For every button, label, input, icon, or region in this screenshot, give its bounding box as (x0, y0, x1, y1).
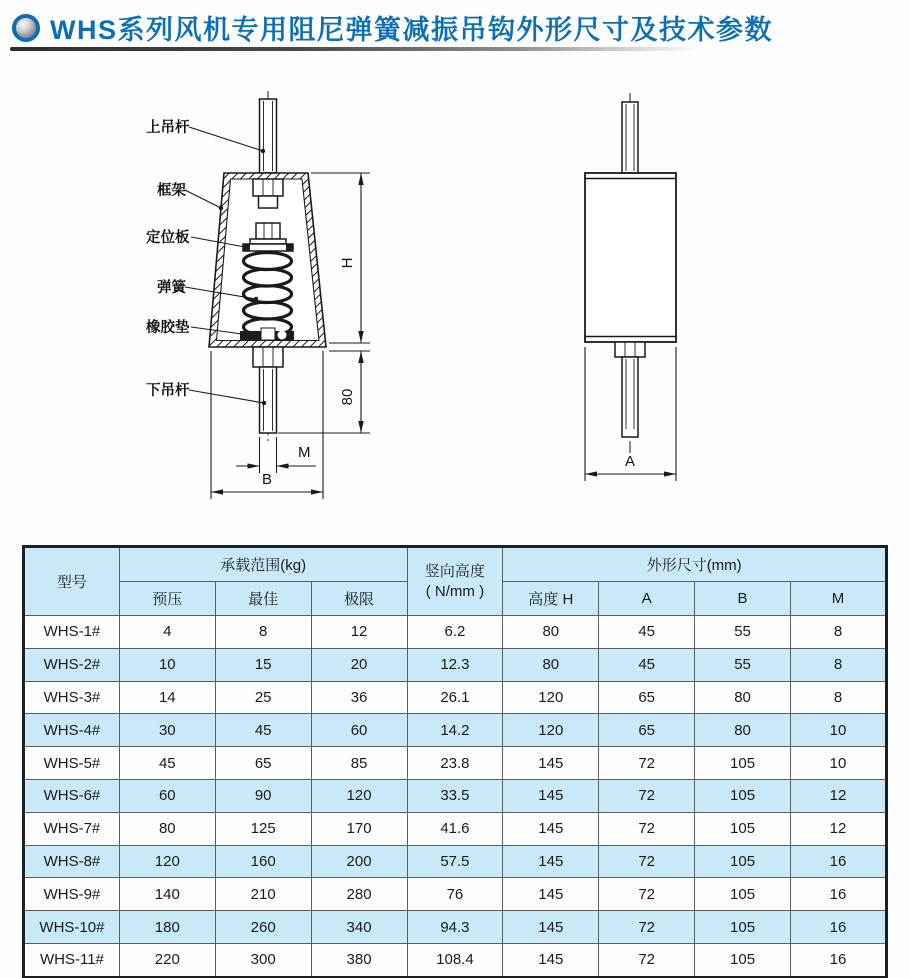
value-cell: 12 (791, 779, 887, 812)
value-cell: 145 (503, 878, 599, 911)
dim-80-label: 80 (339, 388, 356, 406)
dimension-m (236, 437, 316, 473)
model-cell: WHS-4# (24, 714, 120, 747)
value-cell: 23.8 (407, 747, 503, 780)
col-group-load-range: 承载范围(kg) (119, 547, 407, 582)
value-cell: 80 (503, 616, 599, 649)
model-cell: WHS-6# (24, 779, 120, 812)
value-cell: 145 (503, 747, 599, 780)
lower-nut (615, 342, 645, 357)
value-cell: 260 (215, 911, 311, 944)
lower-rod (260, 367, 277, 433)
page-header (10, 8, 900, 60)
value-cell: 72 (599, 747, 695, 780)
value-cell: 65 (599, 681, 695, 714)
model-cell: WHS-10# (24, 911, 120, 944)
value-cell: 340 (311, 911, 407, 944)
value-cell: 160 (215, 845, 311, 878)
value-cell: 8 (791, 648, 887, 681)
spring-coil (244, 253, 292, 336)
col-header-model: 型号 (24, 547, 120, 616)
value-cell: 36 (311, 681, 407, 714)
value-cell: 145 (503, 845, 599, 878)
value-cell: 280 (311, 878, 407, 911)
dim-b-label: B (261, 471, 273, 488)
value-cell: 85 (311, 747, 407, 780)
spec-table-header (24, 547, 887, 616)
col-header-limit: 极限 (311, 582, 407, 616)
value-cell: 210 (215, 878, 311, 911)
value-cell: 30 (119, 714, 215, 747)
value-cell: 60 (119, 779, 215, 812)
value-cell: 80 (695, 714, 791, 747)
value-cell: 220 (119, 943, 215, 977)
value-cell: 145 (503, 911, 599, 944)
value-cell: 16 (791, 943, 887, 977)
value-cell: 90 (215, 779, 311, 812)
value-cell: 72 (599, 779, 695, 812)
table-row (24, 943, 887, 977)
spec-table (22, 545, 888, 978)
model-cell: WHS-9# (24, 878, 120, 911)
table-row (24, 714, 887, 747)
side-view-drawing (555, 85, 725, 505)
dim-h-label: H (339, 257, 356, 269)
value-cell: 6.2 (407, 616, 503, 649)
value-cell: 105 (695, 812, 791, 845)
stiffness-header-line2: ( N/mm ) (425, 582, 485, 600)
value-cell: 65 (215, 747, 311, 780)
value-cell: 72 (599, 845, 695, 878)
label-lower-rod: 下吊杆 (146, 383, 190, 399)
value-cell: 60 (311, 714, 407, 747)
label-frame: 框架 (157, 183, 186, 199)
value-cell: 105 (695, 943, 791, 977)
front-section-drawing (130, 85, 410, 505)
col-header-preload: 预压 (119, 582, 215, 616)
upper-rod (622, 102, 638, 173)
value-cell: 94.3 (407, 911, 503, 944)
lower-rod (622, 357, 638, 437)
value-cell: 105 (695, 747, 791, 780)
value-cell: 14.2 (407, 714, 503, 747)
value-cell: 45 (599, 648, 695, 681)
dim-m-label: M (298, 444, 311, 461)
table-row (24, 648, 887, 681)
col-header-height-h: 高度 H (503, 582, 599, 616)
table-row (24, 616, 887, 649)
label-rubber-pad: 橡胶垫 (146, 320, 190, 336)
model-cell: WHS-8# (24, 845, 120, 878)
label-positioning-plate: 定位板 (146, 230, 190, 246)
table-row (24, 911, 887, 944)
model-cell: WHS-2# (24, 648, 120, 681)
value-cell: 170 (311, 812, 407, 845)
value-cell: 12 (791, 812, 887, 845)
table-row (24, 747, 887, 780)
table-row (24, 845, 887, 878)
col-header-stiffness (407, 547, 503, 616)
value-cell: 12.3 (407, 648, 503, 681)
col-header-optimal: 最佳 (215, 582, 311, 616)
col-header-b: B (695, 582, 791, 616)
lower-nut (253, 347, 283, 367)
value-cell: 16 (791, 911, 887, 944)
value-cell: 80 (695, 681, 791, 714)
value-cell: 16 (791, 845, 887, 878)
value-cell: 145 (503, 779, 599, 812)
table-row (24, 878, 887, 911)
label-spring: 弹簧 (157, 280, 186, 296)
value-cell: 65 (599, 714, 695, 747)
housing-body (585, 173, 676, 342)
value-cell: 72 (599, 943, 695, 977)
col-header-a: A (599, 582, 695, 616)
title-divider (10, 47, 712, 51)
value-cell: 4 (119, 616, 215, 649)
value-cell: 72 (599, 878, 695, 911)
value-cell: 80 (503, 648, 599, 681)
model-cell: WHS-3# (24, 681, 120, 714)
value-cell: 120 (503, 714, 599, 747)
value-cell: 12 (311, 616, 407, 649)
value-cell: 180 (119, 911, 215, 944)
value-cell: 45 (215, 714, 311, 747)
value-cell: 33.5 (407, 779, 503, 812)
value-cell: 105 (695, 845, 791, 878)
value-cell: 25 (215, 681, 311, 714)
col-group-outline-dims: 外形尺寸(mm) (503, 547, 887, 582)
value-cell: 45 (599, 616, 695, 649)
value-cell: 80 (119, 812, 215, 845)
value-cell: 145 (503, 812, 599, 845)
value-cell: 72 (599, 812, 695, 845)
spec-table-body (24, 616, 887, 978)
table-row (24, 779, 887, 812)
value-cell: 76 (407, 878, 503, 911)
value-cell: 120 (311, 779, 407, 812)
value-cell: 145 (503, 943, 599, 977)
model-cell: WHS-1# (24, 616, 120, 649)
value-cell: 15 (215, 648, 311, 681)
table-row (24, 681, 887, 714)
value-cell: 16 (791, 878, 887, 911)
value-cell: 57.5 (407, 845, 503, 878)
model-cell: WHS-5# (24, 747, 120, 780)
value-cell: 41.6 (407, 812, 503, 845)
dimension-80 (278, 351, 370, 433)
value-cell: 20 (311, 648, 407, 681)
value-cell: 72 (599, 911, 695, 944)
value-cell: 10 (791, 747, 887, 780)
value-cell: 55 (695, 616, 791, 649)
stiffness-header-line1: 竖向高度 (424, 563, 485, 580)
value-cell: 10 (791, 714, 887, 747)
value-cell: 108.4 (407, 943, 503, 977)
value-cell: 45 (119, 747, 215, 780)
model-cell: WHS-11# (24, 943, 120, 977)
value-cell: 300 (215, 943, 311, 977)
value-cell: 120 (503, 681, 599, 714)
model-cell: WHS-7# (24, 812, 120, 845)
dim-a-label: A (624, 453, 636, 470)
value-cell: 200 (311, 845, 407, 878)
value-cell: 105 (695, 779, 791, 812)
value-cell: 14 (119, 681, 215, 714)
page-title: WHS系列风机专用阻尼弹簧减振吊钩外形尺寸及技术参数 (50, 15, 773, 45)
bullet-circle-icon (12, 14, 40, 42)
table-row (24, 812, 887, 845)
value-cell: 8 (215, 616, 311, 649)
value-cell: 10 (119, 648, 215, 681)
value-cell: 8 (791, 681, 887, 714)
label-upper-rod: 上吊杆 (146, 120, 190, 136)
col-header-m: M (791, 582, 887, 616)
value-cell: 105 (695, 911, 791, 944)
value-cell: 125 (215, 812, 311, 845)
value-cell: 26.1 (407, 681, 503, 714)
value-cell: 8 (791, 616, 887, 649)
value-cell: 120 (119, 845, 215, 878)
value-cell: 380 (311, 943, 407, 977)
value-cell: 55 (695, 648, 791, 681)
value-cell: 105 (695, 878, 791, 911)
value-cell: 140 (119, 878, 215, 911)
